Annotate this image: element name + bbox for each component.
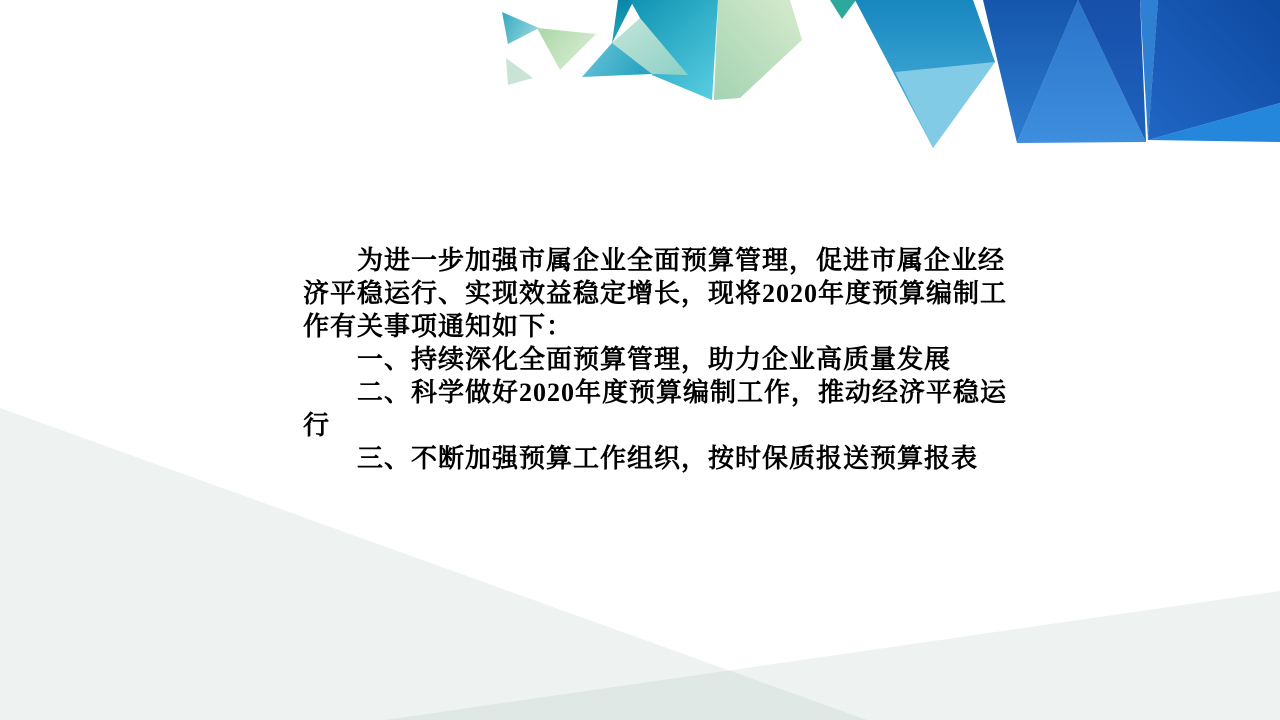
body-text-line: 三、不断加强预算工作组织，按时保质报送预算报表 [357, 444, 979, 473]
decor-center-pale-green-facet [714, 0, 802, 100]
decor-small-green-triangle [537, 28, 596, 70]
body-text-line: 一、持续深化全面预算管理，助力企业高质量发展 [357, 345, 952, 374]
body-text-line: 为进一步加强市属企业全面预算管理，促进市属企业经 [357, 246, 1006, 275]
decor-center-cluster [582, 0, 802, 100]
decor-small-teal-triangle [502, 12, 539, 44]
slide-body-text [303, 244, 1033, 475]
decor-blue-cluster-green-tip [830, 0, 856, 19]
body-text-line: 济平稳运行、实现效益稳定增长，现将2020年度预算编制工 [303, 279, 1008, 308]
decor-blue-left-light-facet [895, 62, 995, 148]
decor-right-blue-cluster [830, 0, 1280, 148]
decor-small-mint-triangle [506, 58, 533, 85]
body-text-line: 二、科学做好2020年度预算编制工作，推动经济平稳运 [357, 378, 1008, 407]
body-text-line: 作有关事项通知如下： [303, 312, 574, 341]
body-text-line: 行 [303, 411, 331, 440]
decor-small-triangles [502, 12, 596, 85]
